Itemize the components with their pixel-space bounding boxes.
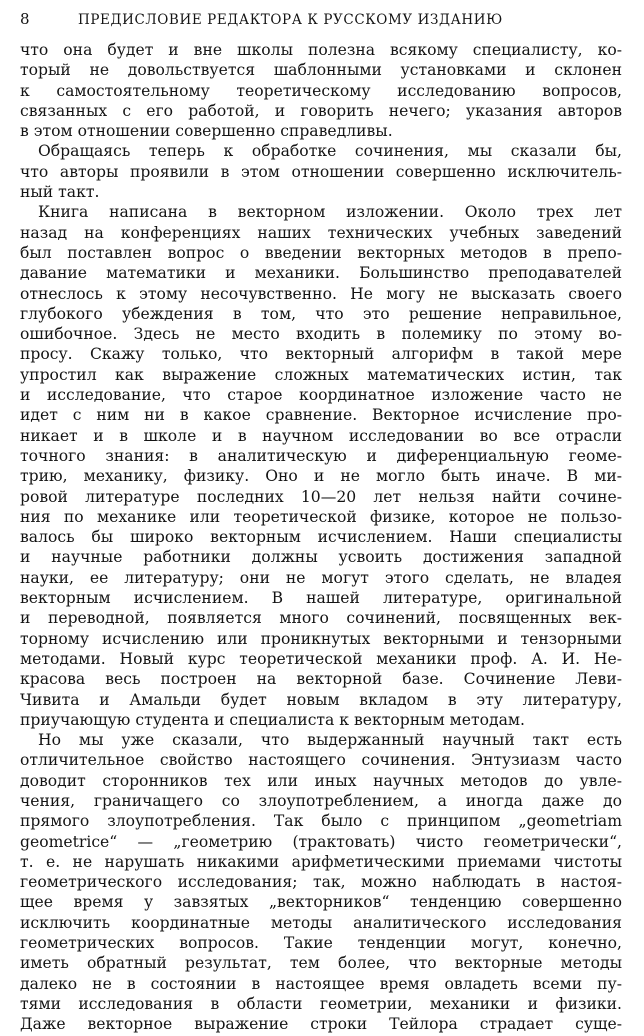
text-line: что она будет и вне школы полезна всякому специалисту, ко- <box>20 41 622 59</box>
text-line: что авторы проявили в этом отношении совершенно исключитель- <box>20 162 622 181</box>
text-line: и исследование, что старое координатное изложение часто не <box>20 386 622 405</box>
text-line: щее время у завзятых „векторников“ тенденцию совершенно <box>20 893 622 912</box>
text-line: торному исчислению или проникнутых векторными и тензорными <box>20 629 622 648</box>
text-line: прямого злоупотребления. Так было с принципом „geometriam <box>20 812 622 831</box>
text-line: в этом отношении совершенно справедливы. <box>20 122 393 141</box>
text-line: векторным исчислением. В нашей литературе, оригинальной <box>20 589 622 608</box>
text-line: тями исследования в области геометрии, механики и физики. <box>20 994 622 1013</box>
text-line: приучающую студента и специалиста к векторным методам. <box>20 710 526 729</box>
text-line: назад на конференциях наших технических учебных заведений <box>20 223 622 242</box>
text-line: ния по механике или теоретической физике, которое не пользо- <box>20 507 622 526</box>
text-line: трию, механику, физику. Оно и не могло быть иначе. В ми- <box>20 467 622 486</box>
text-line: чения, граничащего со злоупотреблением, а иногда даже до <box>20 791 622 810</box>
text-line: т. е. не нарушать никакими арифметическими приемами чистоты <box>20 852 622 871</box>
text-line: красова весь построен на векторной базе. Сочинение Леви- <box>20 670 622 689</box>
text-line: связанных с его работой, и говорить нечего; указания авторов <box>20 101 622 120</box>
text-line: и переводной, появляется много сочинений, посвященных век- <box>20 609 622 628</box>
page-number: 8 <box>20 10 31 28</box>
text-line: упростил как выражение сложных математических истин, так <box>20 365 622 384</box>
text-line: к самостоятельному теоретическому исследованию вопросов, <box>20 81 622 100</box>
text-line: ный такт. <box>20 183 100 202</box>
text-line: Книга написана в векторном изложении. Около трех лет <box>38 203 622 222</box>
text-line: отнеслось к этому несочувственно. Не могу не высказать своего <box>20 284 622 303</box>
body-text <box>20 40 622 1035</box>
text-line: геометрических вопросов. Такие тенденции могут, конечно, <box>20 934 622 953</box>
text-line: иметь обратный результат, тем более, что векторные методы <box>20 954 622 973</box>
text-line: методами. Новый курс теоретической механики проф. А. И. Не- <box>20 649 622 668</box>
page-header <box>20 10 622 36</box>
text-line: Но мы уже сказали, что выдержанный научный такт есть <box>38 731 622 750</box>
text-line: доводит сторонников тех или иных научных методов до увле- <box>20 771 622 790</box>
text-line: Чивита и Амальди будет новым вкладом в эту литературу, <box>20 690 622 709</box>
text-line: отличительное свойство настоящего сочинения. Энтузиазм часто <box>20 751 622 770</box>
text-line: просу. Скажу только, что векторный алгорифм в такой мере <box>20 345 622 364</box>
text-line: идет с ним ни в какое сравнение. Векторное исчисление про- <box>20 406 622 425</box>
text-line: валось бы широко векторным исчислением. Наши специалисты <box>20 528 622 547</box>
text-line: далеко не в состоянии в настоящее время овладеть всеми пу- <box>20 974 622 993</box>
text-line: торый не довольствуется шаблонными установками и склонен <box>20 61 622 80</box>
text-line: Даже векторное выражение строки Тейлора страдает суще- <box>20 1015 622 1034</box>
text-line: и научные работники должны усвоить достижения западной <box>20 548 622 567</box>
text-line: ровой литературе последних 10—20 лет нельзя найти сочине- <box>20 487 622 506</box>
text-line: Обращаясь теперь к обработке сочинения, мы сказали бы, <box>38 142 622 161</box>
running-head: ПРЕДИСЛОВИЕ РЕДАКТОРА К РУССКОМУ ИЗДАНИЮ <box>78 12 503 28</box>
text-line: никает и в школе и в научном исследовании во все отрасли <box>20 426 622 445</box>
text-line: ошибочное. Здесь не место входить в полемику по этому во- <box>20 325 622 344</box>
text-line: был поставлен вопрос о введении векторных методов в препо- <box>20 243 622 262</box>
text-line: точного знания: в аналитическую и диференциальную геоме- <box>20 446 622 465</box>
text-line: науки, ее литературу; они не могут этого сделать, не владея <box>20 568 622 587</box>
text-line: исключить координатные методы аналитического исследования <box>20 913 622 932</box>
text-line: глубокого убеждения в том, что это решение неправильное, <box>20 304 622 323</box>
text-line: геометрического исследования; так, можно наблюдать в настоя- <box>20 873 622 892</box>
text-line: давание математики и механики. Большинство преподавателей <box>20 264 622 283</box>
text-line: geometrice“ — „геометрию (трактовать) чисто геометрически“, <box>20 832 622 851</box>
